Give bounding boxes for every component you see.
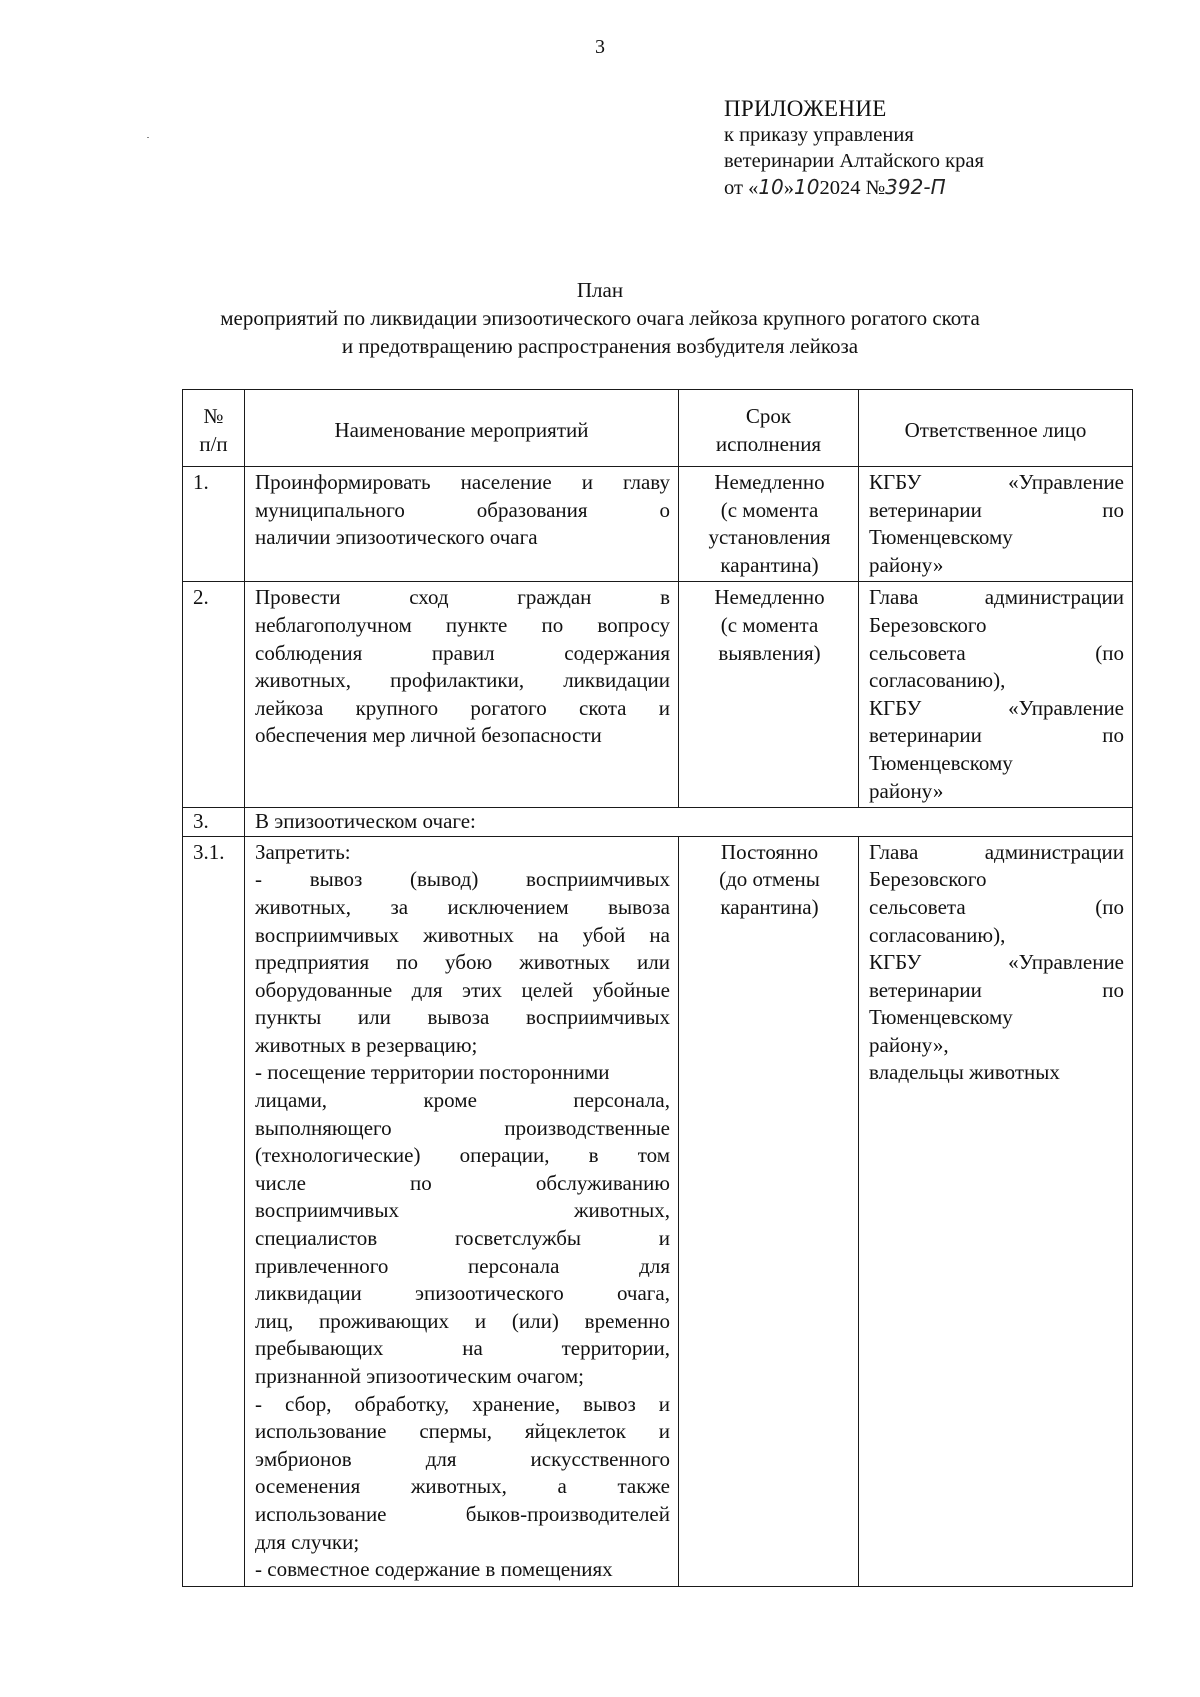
row-num: 2. [183, 582, 245, 808]
text-line: п/п [199, 432, 228, 456]
handwritten-order-number: 392-П [885, 175, 946, 199]
text-line: использование быков-производителей [255, 1501, 670, 1526]
appendix-line-2: ветеринарии Алтайского края [724, 150, 984, 172]
text-line: выявления) [718, 640, 821, 665]
text-line: Тюменцевскому [869, 525, 1013, 550]
text-line: специалистов госветслужбы и [255, 1226, 670, 1251]
table-row [183, 808, 1133, 837]
text-line: сельсовета (по [869, 640, 1124, 665]
text-line: пункты или вывоза восприимчивых [255, 1005, 670, 1030]
text-line: Глава администрации [869, 839, 1124, 864]
text-line: обеспечения мер личной безопасности [255, 723, 602, 748]
row-name [245, 582, 679, 808]
scan-speck [147, 137, 149, 138]
table-row [183, 582, 1133, 808]
text-line: восприимчивых животных на убой на [255, 922, 670, 947]
text-line: - вывоз (вывод) восприимчивых [255, 867, 670, 892]
row-term [679, 467, 859, 582]
text-line: числе по обслуживанию [255, 1170, 670, 1195]
text-line: привлеченного персонала для [255, 1253, 670, 1278]
text-line: Немедленно [714, 585, 825, 610]
text-line: использование спермы, яйцеклеток и [255, 1419, 670, 1444]
text-line: Березовского [869, 867, 987, 892]
row-responsible [859, 836, 1133, 1586]
header-responsible: Ответственное лицо [859, 390, 1133, 467]
text-line: ветеринарии по [869, 977, 1124, 1002]
text-line: лиц, проживающих и (или) временно [255, 1308, 670, 1333]
date-prefix: от « [724, 177, 759, 199]
text-line: Глава администрации [869, 585, 1124, 610]
row-term [679, 836, 859, 1586]
text-line: выполняющего производственные [255, 1115, 670, 1140]
text-line: лейкоза крупного рогатого скота и [255, 695, 670, 720]
text-line: муниципального образования о [255, 497, 670, 522]
row-name [245, 467, 679, 582]
text-line: району», [869, 1032, 949, 1057]
text-line: животных, профилактики, ликвидации [255, 668, 670, 693]
text-line: животных, за исключением вывоза [255, 894, 670, 919]
text-line: для случки; [255, 1529, 360, 1554]
plan-heading [0, 276, 1200, 360]
text-line: исполнения [715, 432, 822, 456]
appendix-date-line [724, 174, 1044, 201]
text-line: согласованию), [869, 668, 1006, 693]
header-term [679, 390, 859, 467]
text-line: - посещение территории посторонними [255, 1060, 610, 1085]
text-line: КГБУ «Управление [869, 695, 1124, 720]
text-line: Провести сход граждан в [255, 585, 670, 610]
text-line: Срок [745, 404, 792, 429]
text-line: владельцы животных [869, 1060, 1060, 1085]
text-line: (с момента [720, 497, 819, 522]
text-line: ветеринарии по [869, 497, 1124, 522]
plan-subtitle-1: мероприятий по ликвидации эпизоотического очага лейкоза крупного рогатого скота [220, 306, 980, 330]
plan-subtitle-2: и предотвращению распространения возбудителя лейкоза [341, 334, 859, 358]
text-line: неблагополучном пункте по вопросу [255, 612, 670, 637]
table-row [183, 836, 1133, 1586]
text-line: КГБУ «Управление [869, 470, 1124, 494]
row-responsible [859, 467, 1133, 582]
text-line: карантина) [720, 552, 819, 577]
text-line: № [203, 404, 224, 429]
text-line: животных в резервацию; [255, 1032, 478, 1057]
row-term [679, 582, 859, 808]
handwritten-day: 10 [758, 175, 784, 199]
text-line: КГБУ «Управление [869, 950, 1124, 975]
text-line: ликвидации эпизоотического очага, [255, 1281, 670, 1306]
text-line: - сбор, обработку, хранение, вывоз и [255, 1391, 670, 1416]
text-line: предприятия по убою животных или [255, 950, 670, 975]
text-line: ветеринарии по [869, 723, 1124, 748]
handwritten-month: 10 [794, 175, 820, 199]
text-line: оборудованные для этих целей убойные [255, 977, 670, 1002]
text-line: Тюменцевскому [869, 1005, 1013, 1030]
row-responsible [859, 582, 1133, 808]
text-line: установления [708, 525, 831, 550]
text-line: району» [869, 552, 944, 577]
text-line: Немедленно [714, 470, 825, 494]
text-line: - совместное содержание в помещениях [255, 1557, 613, 1582]
text-line: признанной эпизоотическим очагом; [255, 1364, 584, 1388]
row-num: 3.1. [183, 836, 245, 1586]
text-line: Постоянно [720, 839, 819, 864]
text-line: осеменения животных, а также [255, 1474, 670, 1499]
table-row [183, 467, 1133, 582]
table-header-row [183, 390, 1133, 467]
text-line: Проинформировать население и главу [255, 470, 670, 494]
text-line: эмбрионов для искусственного [255, 1446, 670, 1471]
text-line: наличии эпизоотического очага [255, 525, 538, 550]
text-line: Тюменцевскому [869, 750, 1013, 775]
plan-title: План [576, 278, 624, 302]
plan-table [182, 389, 1133, 1587]
text-line: Запретить: [255, 839, 351, 864]
row-num: 3. [183, 808, 245, 837]
header-num [183, 390, 245, 467]
row-num: 1. [183, 467, 245, 582]
text-line: пребывающих на территории, [255, 1336, 670, 1361]
text-line: району» [869, 778, 944, 803]
text-line: Березовского [869, 612, 987, 637]
text-line: (до отмены [719, 867, 820, 892]
date-mid: » [783, 177, 795, 199]
text-line: (с момента [720, 612, 819, 637]
text-line: карантина) [720, 894, 819, 919]
header-name: Наименование мероприятий [245, 390, 679, 467]
appendix-title: ПРИЛОЖЕНИЕ [724, 96, 887, 121]
row-name-span: В эпизоотическом очаге: [245, 808, 1133, 837]
text-line: сельсовета (по [869, 894, 1124, 919]
page-number: 3 [595, 36, 605, 58]
appendix-block [724, 96, 1044, 201]
text-line: согласованию), [869, 922, 1006, 947]
date-year: 2024 № [819, 177, 886, 199]
text-line: (технологические) операции, в том [255, 1143, 670, 1168]
text-line: соблюдения правил содержания [255, 640, 670, 665]
appendix-line-1: к приказу управления [724, 124, 914, 146]
text-line: восприимчивых животных, [255, 1198, 670, 1223]
text-line: лицами, кроме персонала, [255, 1088, 670, 1113]
row-name [245, 836, 679, 1586]
